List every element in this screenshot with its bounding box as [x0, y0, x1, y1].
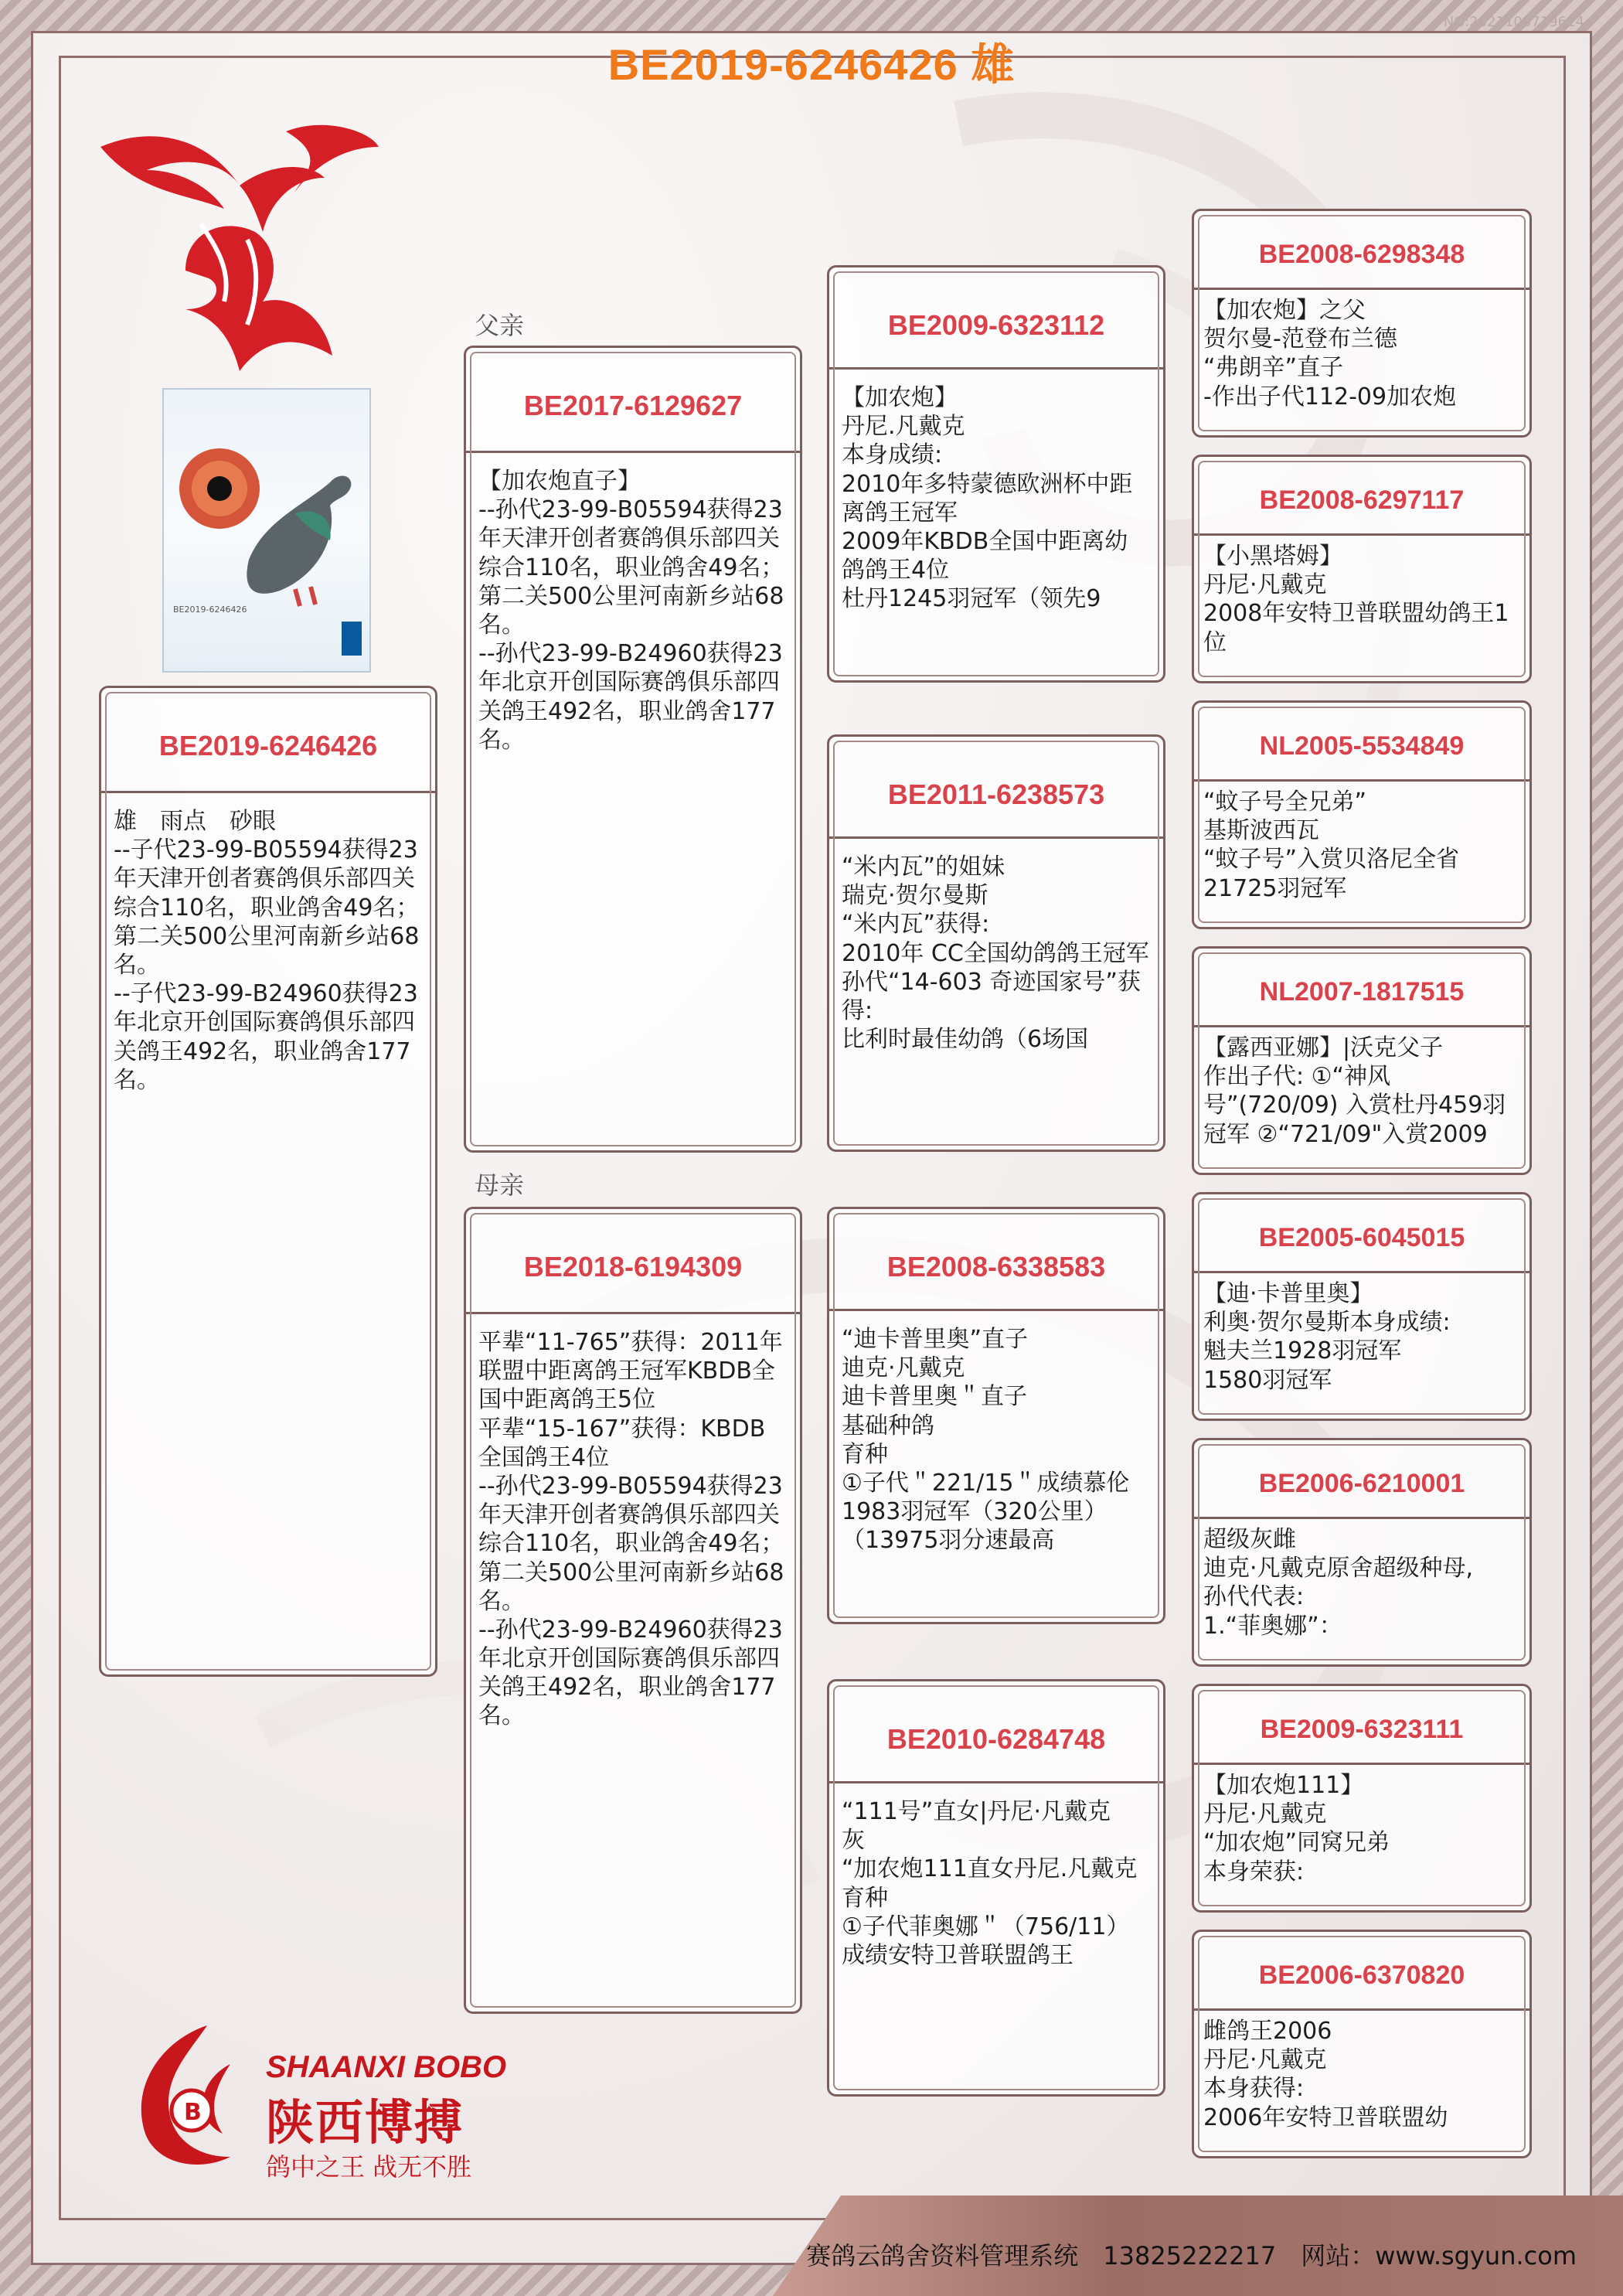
- serial-number: NO:2021100719614: [1443, 14, 1584, 30]
- great-grandparent-card[interactable]: [1192, 209, 1532, 438]
- grandparent-ring-number: BE2008-6338583: [829, 1209, 1163, 1311]
- grandparent-details: “迪卡普里奥”直子 迪克·凡戴克 迪卡普里奥＂直子 基础种鸽 育种 ①子代＂221/15＂成绩慕伦1983羽冠军（320公里）（13975羽分速最高: [842, 1326, 1130, 1555]
- great-grandparent-card[interactable]: [1192, 946, 1532, 1175]
- great-grandparent-details: 【加农炮111】 丹尼·凡戴克 “加农炮”同窝兄弟 本身荣获:: [1203, 1772, 1390, 1886]
- great-grandparent-details: 雌鸽王2006 丹尼·凡戴克 本身获得: 2006年安特卫普联盟幼: [1203, 2018, 1448, 2131]
- mother-ring-number: BE2018-6194309: [466, 1209, 800, 1314]
- grandparent-ring-number: BE2009-6323112: [829, 267, 1163, 370]
- grandparent-ring-number: BE2010-6284748: [829, 1681, 1163, 1783]
- subject-card[interactable]: [99, 686, 437, 1677]
- grandparent-details: “111号”直女|丹尼·凡戴克 灰 “加农炮111直女丹尼.凡戴克 育种 ①子代菲奥娜＂（756/11）成绩安特卫普联盟鸽王: [842, 1798, 1138, 1969]
- grandparent-details: “米内瓦”的姐妹 瑞克·贺尔曼斯 “米内瓦”获得: 2010年 CC全国幼鸽鸽王冠军 孙代“14-603 奇迹国家号”获得: 比利时最佳幼鸽（6场国: [842, 853, 1149, 1054]
- subject-details: 雄 雨点 砂眼 --子代23-99-B05594获得23年天津开创者赛鸽俱乐部四关综合110名，职业鸽舍49名；第二关500公里河南新乡站68名。 --子代23-99-B24960获得23年北京开创国际赛鸽俱乐部四关鸽王492名，职业鸽舍177名。: [114, 808, 420, 1094]
- father-label: 父亲: [475, 311, 525, 340]
- father-card[interactable]: [464, 346, 802, 1153]
- pigeon-photo-graphic: [164, 390, 369, 671]
- great-grandparent-details: 【露西亚娜】|沃克父子 作出子代: ①“神风号”(720/09) 入赏杜丹459羽冠军 ②“721/09"入赏2009: [1203, 1034, 1506, 1148]
- great-grandparent-ring-number: BE2008-6297117: [1194, 457, 1529, 536]
- great-grandparent-card[interactable]: [1192, 455, 1532, 683]
- great-grandparent-card[interactable]: [1192, 1192, 1532, 1421]
- great-grandparent-card[interactable]: [1192, 1438, 1532, 1667]
- photo-caption: BE2019-6246426: [173, 605, 247, 615]
- great-grandparent-ring-number: NL2005-5534849: [1194, 703, 1529, 782]
- grandparent-ring-number: BE2011-6238573: [829, 737, 1163, 839]
- grandparent-details: 【加农炮】 丹尼.凡戴克 本身成绩: 2010年多特蒙德欧洲杯中距离鸽王冠军 2009年KBDB全国中距离幼鸽鸽王4位 杜丹1245羽冠军（领先9: [842, 384, 1133, 613]
- great-grandparent-card[interactable]: [1192, 1930, 1532, 2158]
- phoenix-logo-icon: [93, 116, 386, 379]
- great-grandparent-details: 【小黑塔姆】 丹尼·凡戴克 2008年安特卫普联盟幼鸽王1位: [1203, 543, 1509, 656]
- grandparent-card[interactable]: [827, 734, 1165, 1152]
- great-grandparent-ring-number: BE2006-6370820: [1194, 1932, 1529, 2011]
- great-grandparent-ring-number: BE2005-6045015: [1194, 1194, 1529, 1273]
- svg-text:B: B: [184, 2099, 202, 2126]
- great-grandparent-details: 超级灰雌 迪克·凡戴克原舍超级种母, 孙代代表: 1.“菲奥娜”：: [1203, 1526, 1474, 1640]
- great-grandparent-ring-number: BE2006-6210001: [1194, 1440, 1529, 1519]
- great-grandparent-ring-number: NL2007-1817515: [1194, 949, 1529, 1027]
- father-ring-number: BE2017-6129627: [466, 348, 800, 453]
- father-details: 【加农炮直子】 --孙代23-99-B05594获得23年天津开创者赛鸽俱乐部四关综合110名，职业鸽舍49名；第二关500公里河南新乡站68名。 --孙代23-99-B24960获得23年北京开创国际赛鸽俱乐部四关鸽王492名，职业鸽舍177名。: [478, 468, 784, 754]
- mother-card[interactable]: [464, 1207, 802, 2014]
- pigeon-photo: [162, 388, 371, 673]
- grandparent-card[interactable]: [827, 1207, 1165, 1624]
- great-grandparent-card[interactable]: [1192, 1684, 1532, 1913]
- great-grandparent-card[interactable]: [1192, 700, 1532, 929]
- brand-name-chinese: 陕西博搏: [266, 2094, 464, 2151]
- brand-logo-icon: [114, 2018, 269, 2172]
- mother-details: 平辈“11-765”获得：2011年联盟中距离鸽王冠军KBDB全国中距离鸽王5位 平辈“15-167”获得：KBDB全国鸽王4位 --孙代23-99-B05594获得23年天津开创者赛鸽俱乐部四关综合110名，职业鸽舍49名；第二关500公里河南新乡站68名。 --孙代23-99-B24960获得23年北京开创国际赛鸽俱乐部四关鸽王492名，职业鸽舍177名。: [478, 1329, 784, 1730]
- subject-ring-number: BE2019-6246426: [101, 688, 435, 793]
- page-title: BE2019-6246426 雄: [607, 40, 1016, 89]
- brand-name-english: SHAANXI BOBO: [266, 2050, 507, 2084]
- great-grandparent-ring-number: BE2008-6298348: [1194, 211, 1529, 290]
- brand-slogan: 鸽中之王 战无不胜: [266, 2152, 472, 2182]
- great-grandparent-details: 【加农炮】之父 贺尔曼-范登布兰德 “弗朗辛”直子 -作出子代112-09加农炮: [1203, 297, 1457, 410]
- grandparent-card[interactable]: [827, 265, 1165, 683]
- mother-label: 母亲: [475, 1170, 525, 1200]
- footer-contact: 赛鸽云鸽舍资料管理系统 13825222217 网站：www.sgyun.com: [806, 2241, 1577, 2270]
- grandparent-card[interactable]: [827, 1679, 1165, 2097]
- great-grandparent-details: “蚊子号全兄弟” 基斯波西瓦 “蚊子号”入赏贝洛尼全省21725羽冠军: [1203, 789, 1460, 902]
- great-grandparent-ring-number: BE2009-6323111: [1194, 1686, 1529, 1765]
- great-grandparent-details: 【迪·卡普里奥】 利奥·贺尔曼斯本身成绩: 魁夫兰1928羽冠军 1580羽冠军: [1203, 1280, 1451, 1394]
